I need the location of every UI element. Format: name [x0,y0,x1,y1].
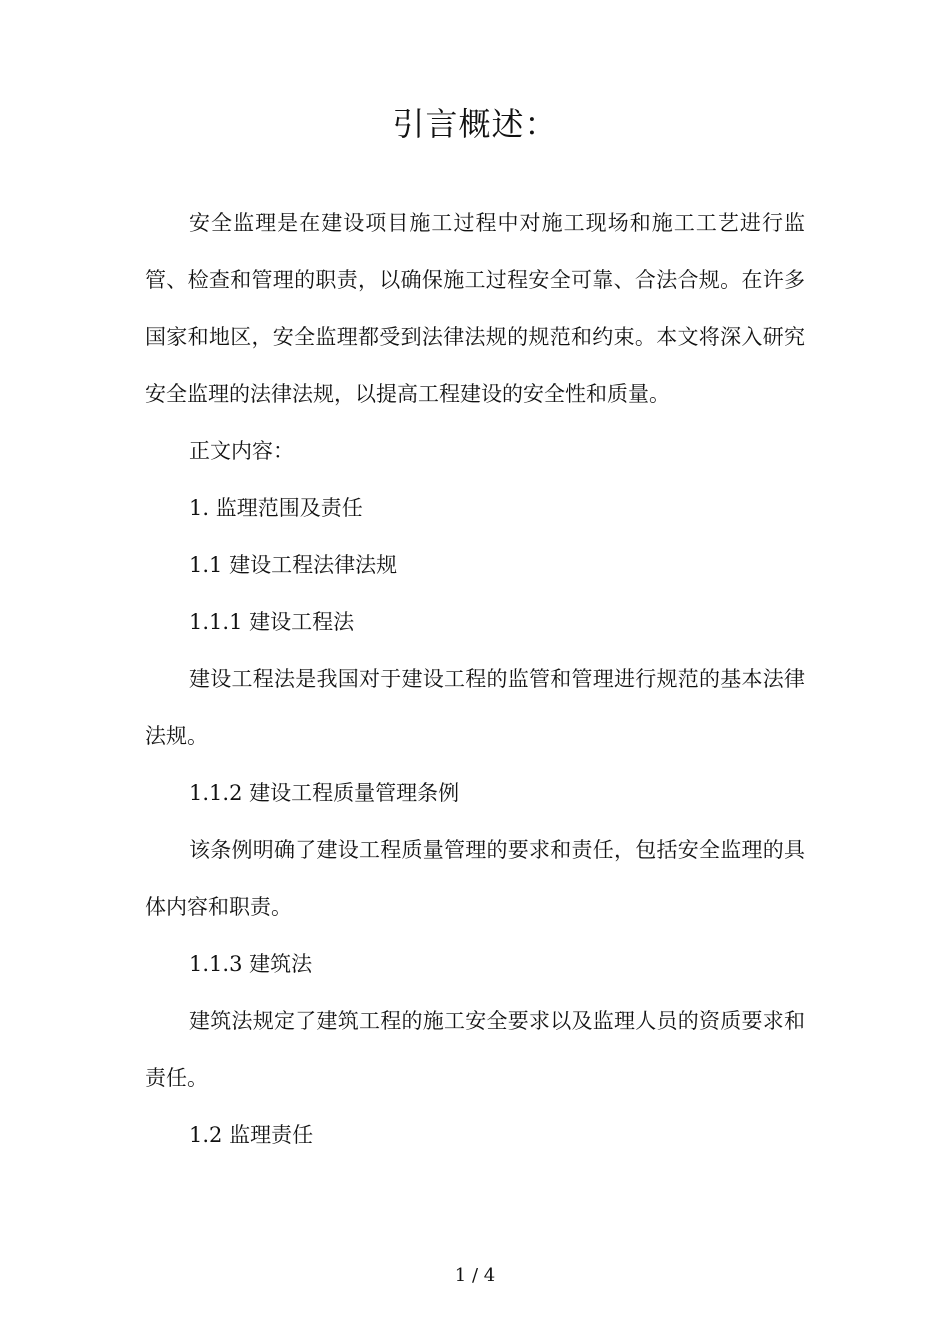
section-heading-1-1-1: 1.1.1 建设工程法 [189,610,355,634]
section-heading-1-1-2: 1.1.2 建设工程质量管理条例 [189,781,460,805]
section-heading-1-2: 1.2 监理责任 [189,1123,314,1147]
intro-paragraph: 安全监理是在建设项目施工过程中对施工现场和施工工艺进行监管、检查和管理的职责，以确保施工过程安全可靠、合法合规。在许多国家和地区，安全监理都受到法律法规的规范和约束。本文将深入研究安全监理的法律法规，以提高工程建设的安全性和质量。 [145,211,805,406]
paragraph-1-1-1: 建设工程法是我国对于建设工程的监管和管理进行规范的基本法律法规。 [145,667,805,748]
page-number: 1 / 4 [454,1265,496,1286]
section-heading-1-1: 1.1 建设工程法律法规 [189,553,398,577]
section-label-main-content: 正文内容： [189,439,294,463]
paragraph-1-1-2: 该条例明确了建设工程质量管理的要求和责任，包括安全监理的具体内容和职责。 [145,838,805,919]
document-body [145,195,805,1164]
document-title: 引言概述： [392,105,558,143]
paragraph-1-1-3: 建筑法规定了建筑工程的施工安全要求以及监理人员的资质要求和责任。 [145,1009,805,1090]
section-heading-1: 1. 监理范围及责任 [189,496,363,520]
section-heading-1-1-3: 1.1.3 建筑法 [189,952,313,976]
